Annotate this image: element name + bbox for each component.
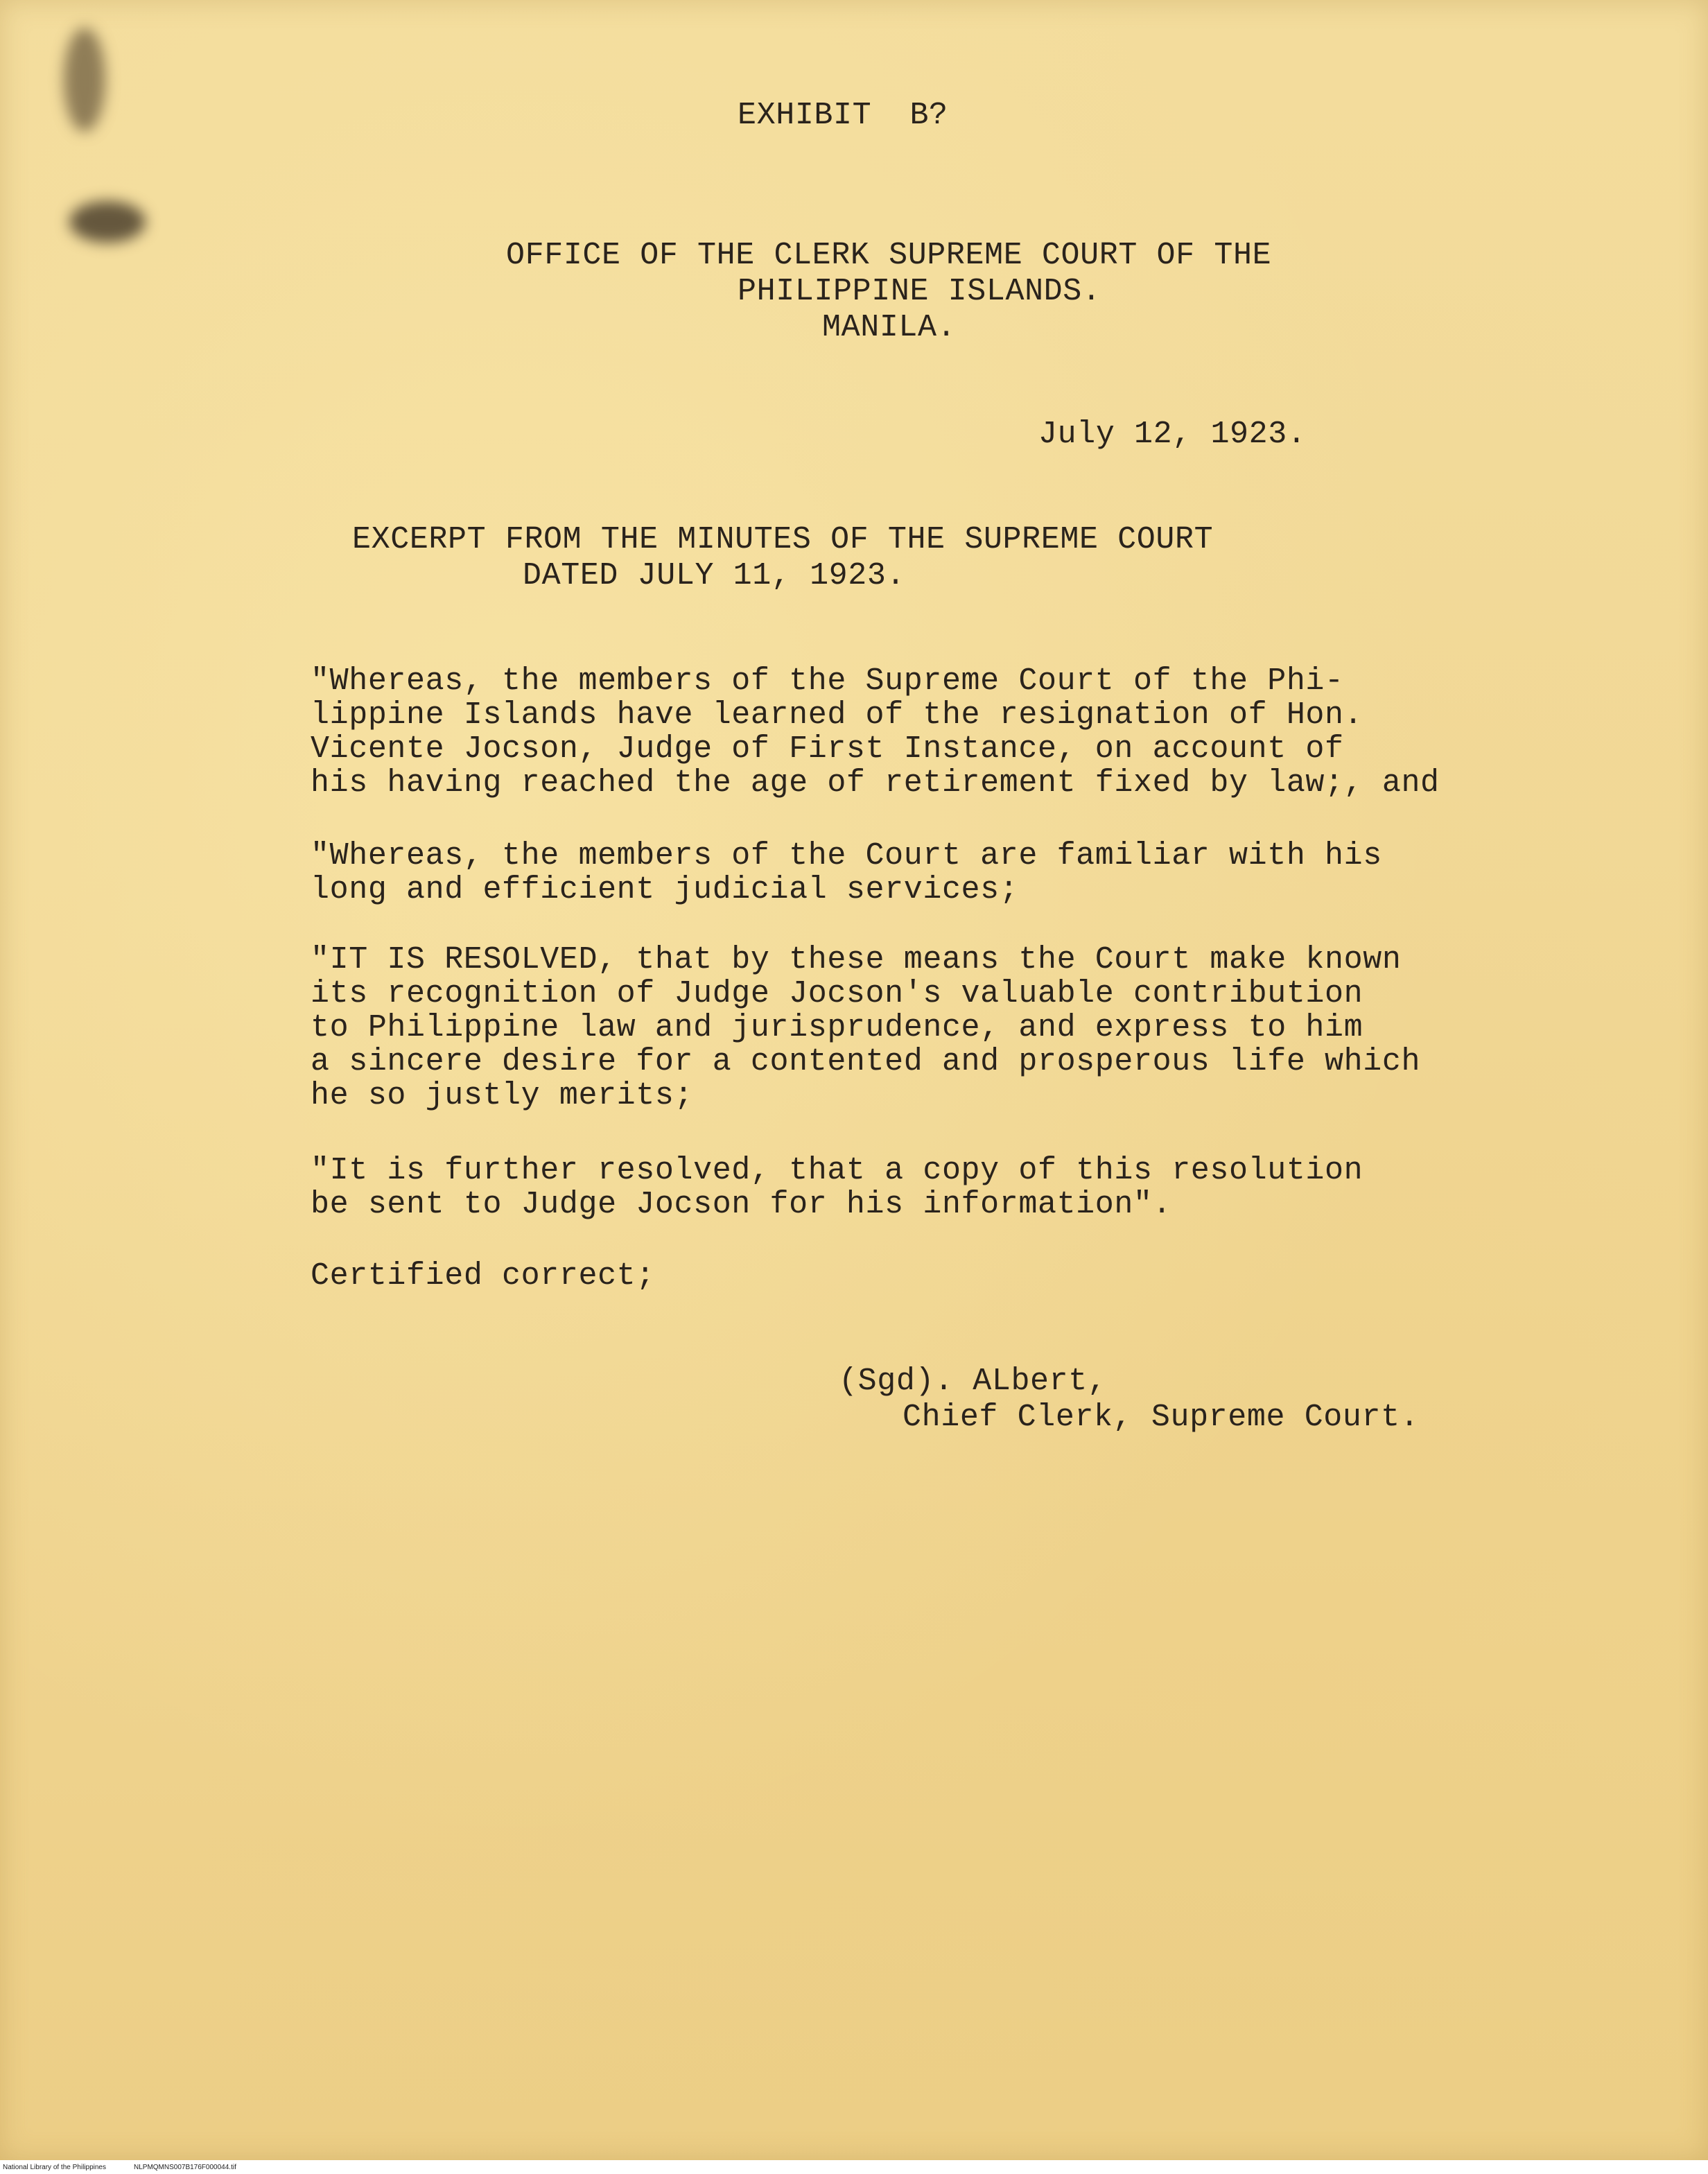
signature-name: (Sgd). ALbert, xyxy=(839,1364,1107,1399)
ink-stain xyxy=(69,201,146,243)
exhibit-label: EXHIBIT B? xyxy=(738,98,948,133)
office-heading-line-3: MANILA. xyxy=(822,310,957,345)
excerpt-title-line-2: DATED JULY 11, 1923. xyxy=(523,558,906,593)
library-credit: National Library of the Philippines xyxy=(3,2164,106,2171)
office-heading-line-2: PHILIPPINE ISLANDS. xyxy=(738,274,1101,309)
ink-stain xyxy=(64,28,105,132)
whereas-paragraph-1: "Whereas, the members of the Supreme Court of the Phi- lippine Islands have learned of the resignation of Hon. Vicente Jocson, Judge of First Instance, on account of his having reached the age of retirement fixed by law;, and xyxy=(311,663,1440,801)
certified-line: Certified correct; xyxy=(311,1258,655,1294)
document-date: July 12, 1923. xyxy=(1038,417,1307,452)
whereas-paragraph-2: "Whereas, the members of the Court are familiar with his long and efficient judicial services; xyxy=(311,838,1382,907)
resolution-paragraph: "IT IS RESOLVED, that by these means the Court make known its recognition of Judge Jocson's valuable contribution to Philippine law and jurisprudence, and express to him a sincere desire for a contented and prosperous life which he so justly merits; xyxy=(311,942,1421,1113)
scan-footer xyxy=(0,2162,1708,2174)
excerpt-title-line-1: EXCERPT FROM THE MINUTES OF THE SUPREME COURT xyxy=(352,522,1214,557)
further-resolution-paragraph: "It is further resolved, that a copy of this resolution be sent to Judge Jocson for his information". xyxy=(311,1153,1363,1222)
office-heading-line-1: OFFICE OF THE CLERK SUPREME COURT OF THE xyxy=(506,238,1272,273)
scan-filename: NLPMQMNS007B176F000044.tif xyxy=(133,2164,236,2171)
signature-title: Chief Clerk, Supreme Court. xyxy=(903,1400,1420,1435)
